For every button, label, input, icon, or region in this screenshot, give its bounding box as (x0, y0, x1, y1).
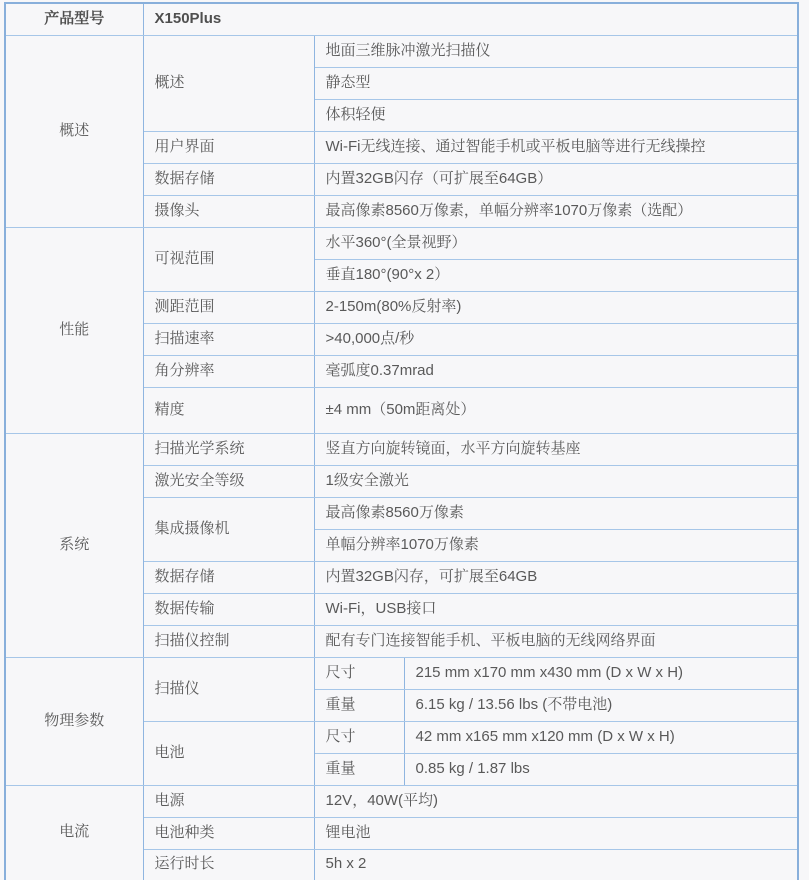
power-runtime-value: 5h x 2 (314, 849, 798, 880)
system-camera-item: 单幅分辨率1070万像素 (314, 529, 798, 561)
overview-desc-label: 概述 (143, 35, 314, 131)
overview-desc-item: 地面三维脉冲激光扫描仪 (314, 35, 798, 67)
section-label-system: 系统 (5, 433, 143, 657)
power-battery-type-value: 锂电池 (314, 817, 798, 849)
overview-ui-value: Wi-Fi无线连接、通过智能手机或平板电脑等进行无线操控 (314, 131, 798, 163)
section-label-overview: 概述 (5, 35, 143, 227)
table-row (5, 227, 798, 259)
system-optics-value: 竖直方向旋转镜面，水平方向旋转基座 (314, 433, 798, 465)
physical-scanner-size-label: 尺寸 (314, 657, 404, 689)
performance-fov-label: 可视范围 (143, 227, 314, 291)
physical-battery-label: 电池 (143, 721, 314, 785)
performance-accuracy-label: 精度 (143, 387, 314, 433)
system-transfer-label: 数据传输 (143, 593, 314, 625)
system-control-label: 扫描仪控制 (143, 625, 314, 657)
table-row (5, 35, 798, 67)
system-camera-item: 最高像素8560万像素 (314, 497, 798, 529)
product-model-label: 产品型号 (5, 3, 143, 35)
physical-battery-weight-label: 重量 (314, 753, 404, 785)
system-camera-label: 集成摄像机 (143, 497, 314, 561)
system-storage-label: 数据存储 (143, 561, 314, 593)
overview-desc-item: 体积轻便 (314, 99, 798, 131)
physical-battery-size-label: 尺寸 (314, 721, 404, 753)
power-battery-type-label: 电池种类 (143, 817, 314, 849)
performance-speed-value: >40,000点/秒 (314, 323, 798, 355)
overview-storage-label: 数据存储 (143, 163, 314, 195)
system-laser-label: 激光安全等级 (143, 465, 314, 497)
system-laser-value: 1级安全激光 (314, 465, 798, 497)
product-model-value: X150Plus (143, 3, 798, 35)
performance-angres-value: 毫弧度0.37mrad (314, 355, 798, 387)
overview-storage-value: 内置32GB闪存（可扩展至64GB） (314, 163, 798, 195)
table-row (5, 785, 798, 817)
power-runtime-label: 运行时长 (143, 849, 314, 880)
performance-range-value: 2-150m(80%反射率) (314, 291, 798, 323)
performance-fov-item: 水平360°(全景视野） (314, 227, 798, 259)
performance-accuracy-value: ±4 mm（50m距离处） (314, 387, 798, 433)
performance-range-label: 测距范围 (143, 291, 314, 323)
system-storage-value: 内置32GB闪存，可扩展至64GB (314, 561, 798, 593)
section-label-power: 电流 (5, 785, 143, 880)
section-label-physical: 物理参数 (5, 657, 143, 785)
power-supply-value: 12V，40W(平均) (314, 785, 798, 817)
performance-angres-label: 角分辨率 (143, 355, 314, 387)
product-spec-table (4, 2, 799, 880)
physical-battery-size-value: 42 mm x165 mm x120 mm (D x W x H) (404, 721, 798, 753)
system-transfer-value: Wi-Fi，USB接口 (314, 593, 798, 625)
physical-scanner-weight-label: 重量 (314, 689, 404, 721)
physical-scanner-size-value: 215 mm x170 mm x430 mm (D x W x H) (404, 657, 798, 689)
physical-scanner-weight-value: 6.15 kg / 13.56 lbs (不带电池) (404, 689, 798, 721)
overview-camera-label: 摄像头 (143, 195, 314, 227)
overview-desc-item: 静态型 (314, 67, 798, 99)
physical-battery-weight-value: 0.85 kg / 1.87 lbs (404, 753, 798, 785)
table-row (5, 3, 798, 35)
power-supply-label: 电源 (143, 785, 314, 817)
physical-scanner-label: 扫描仪 (143, 657, 314, 721)
overview-ui-label: 用户界面 (143, 131, 314, 163)
performance-fov-item: 垂直180°(90°x 2） (314, 259, 798, 291)
table-row (5, 433, 798, 465)
section-label-performance: 性能 (5, 227, 143, 433)
system-control-value: 配有专门连接智能手机、平板电脑的无线网络界面 (314, 625, 798, 657)
overview-camera-value: 最高像素8560万像素，单幅分辨率1070万像素（选配） (314, 195, 798, 227)
table-row (5, 657, 798, 689)
system-optics-label: 扫描光学系统 (143, 433, 314, 465)
performance-speed-label: 扫描速率 (143, 323, 314, 355)
